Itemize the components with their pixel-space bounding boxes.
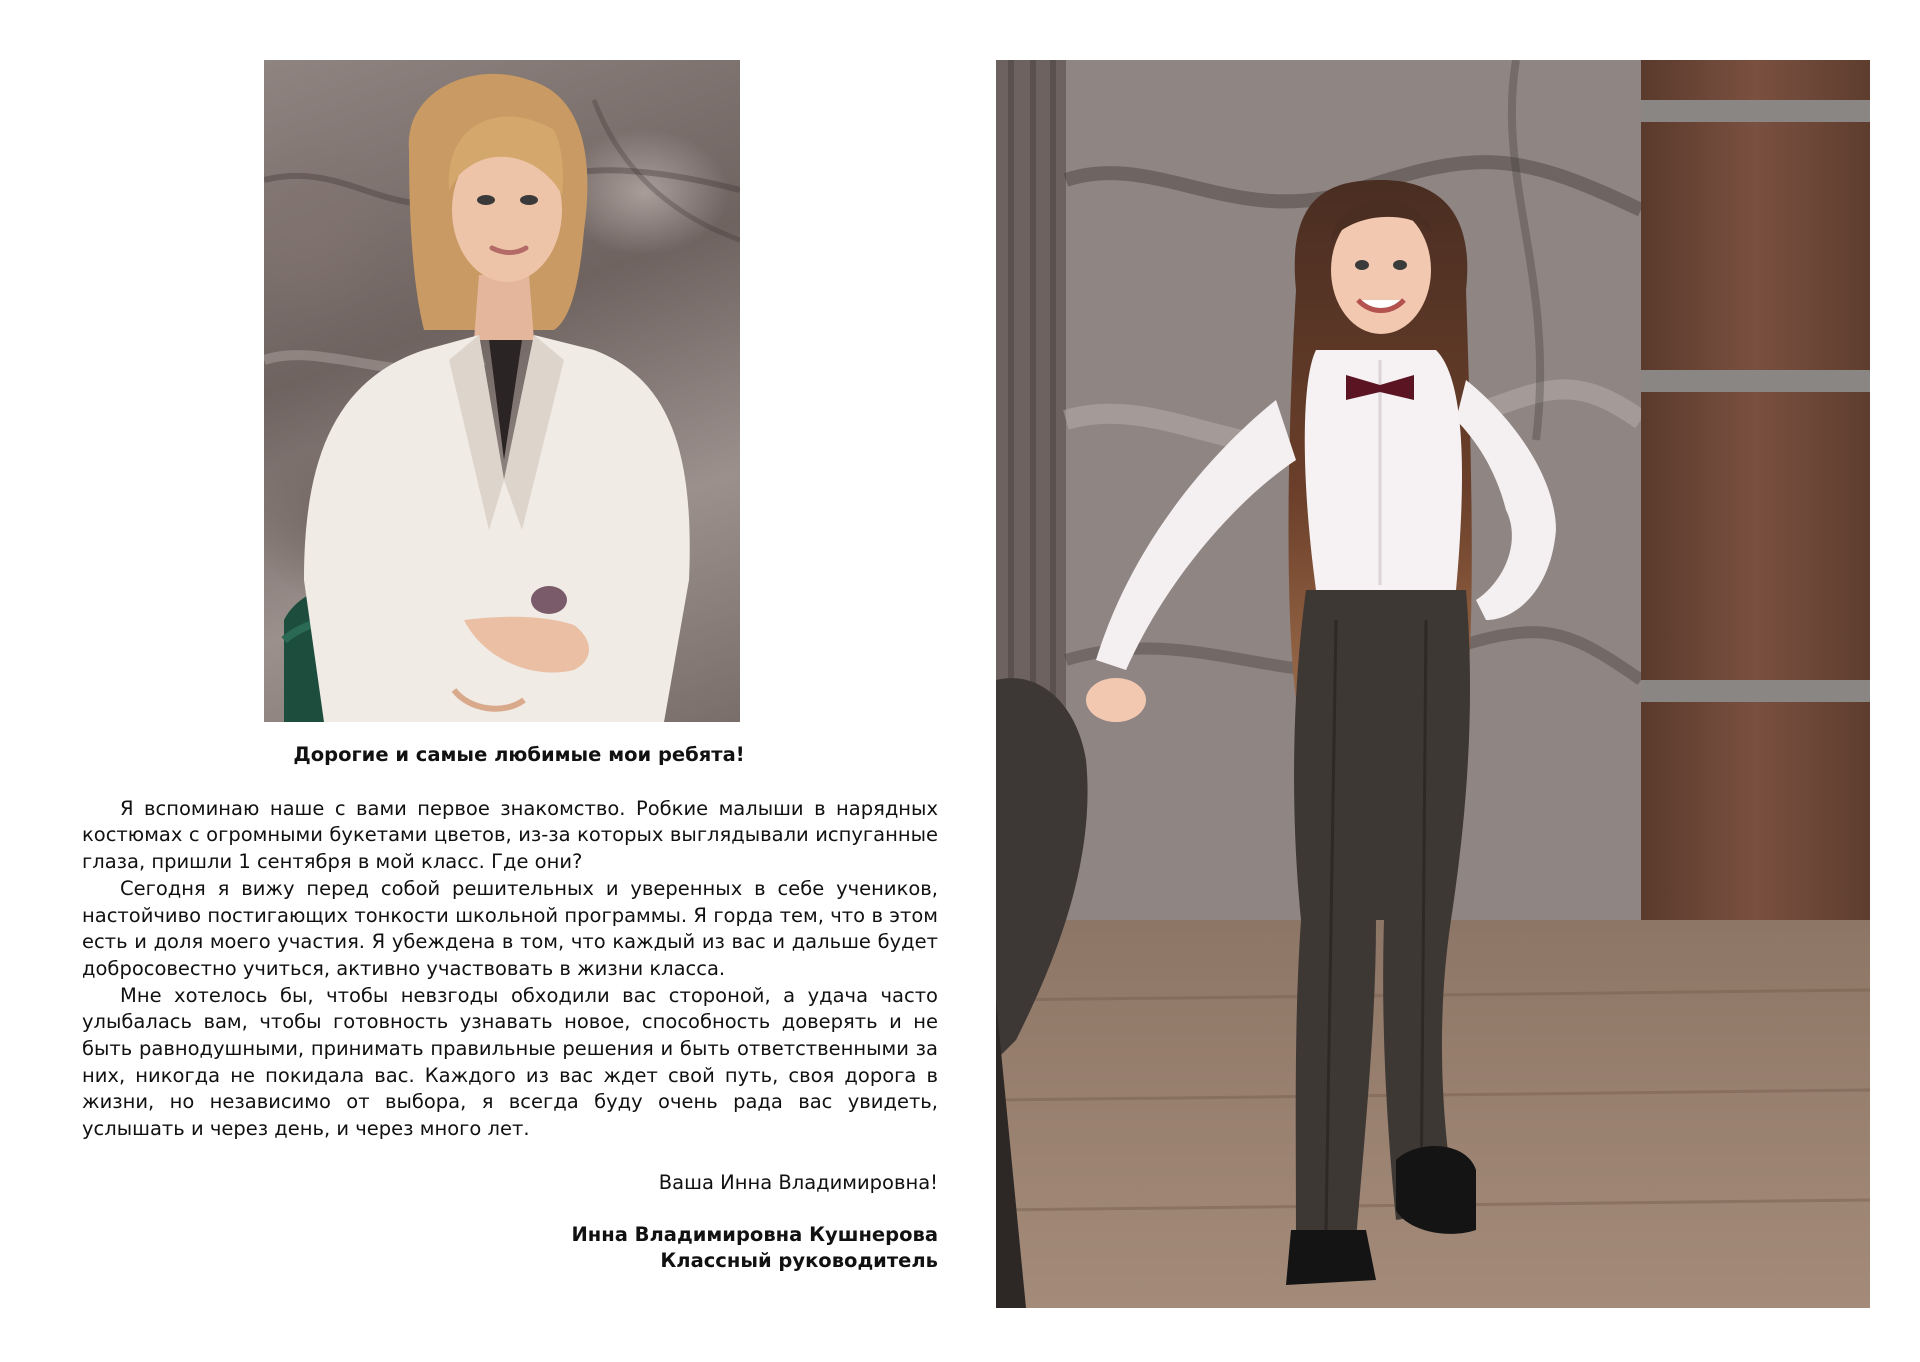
letter-heading: Дорогие и самые любимые мои ребята! — [293, 743, 745, 766]
signature-role: Классный руководитель — [660, 1249, 938, 1273]
teacher-illustration — [264, 60, 740, 722]
student-illustration — [996, 60, 1870, 1308]
letter-paragraph-2: Сегодня я вижу перед собой решительных и уверенных в себе учеников, настойчиво постигающих тонкости школьной программы. Я горда тем, что в этом есть и доля моего участия. Я убеждена в том, что каждый из вас и дальше будет добросовестно учиться, активно участвовать в жизни класса. — [82, 876, 938, 980]
signature — [82, 1222, 938, 1275]
signature-name: Инна Владимировна Кушнерова — [571, 1222, 938, 1246]
letter-paragraph-3: Мне хотелось бы, чтобы невзгоды обходили вас стороной, а удача часто улыбалась вам, чтобы готовность узнавать новое, способность доверять и не быть равнодушными, принимать правильные решения и быть ответственными за них, никогда не покидала вас. Каждого из вас ждет свой путь, своя дорога в жизни, но независимо от выбора, я всегда буду очень рада вас увидеть, услышать и через день, и через много лет. — [82, 983, 938, 1141]
student-photo — [996, 60, 1870, 1308]
letter-paragraph-1: Я вспоминаю наше с вами первое знакомство. Робкие малыши в нарядных костюмах с огромными букетами цветов, из-за которых выглядывали испуганные глаза, пришли 1 сентября в мой класс. Где они? — [82, 796, 938, 874]
letter — [82, 742, 938, 1275]
teacher-photo — [264, 60, 740, 722]
letter-closing: Ваша Инна Владимировна! — [658, 1170, 938, 1194]
